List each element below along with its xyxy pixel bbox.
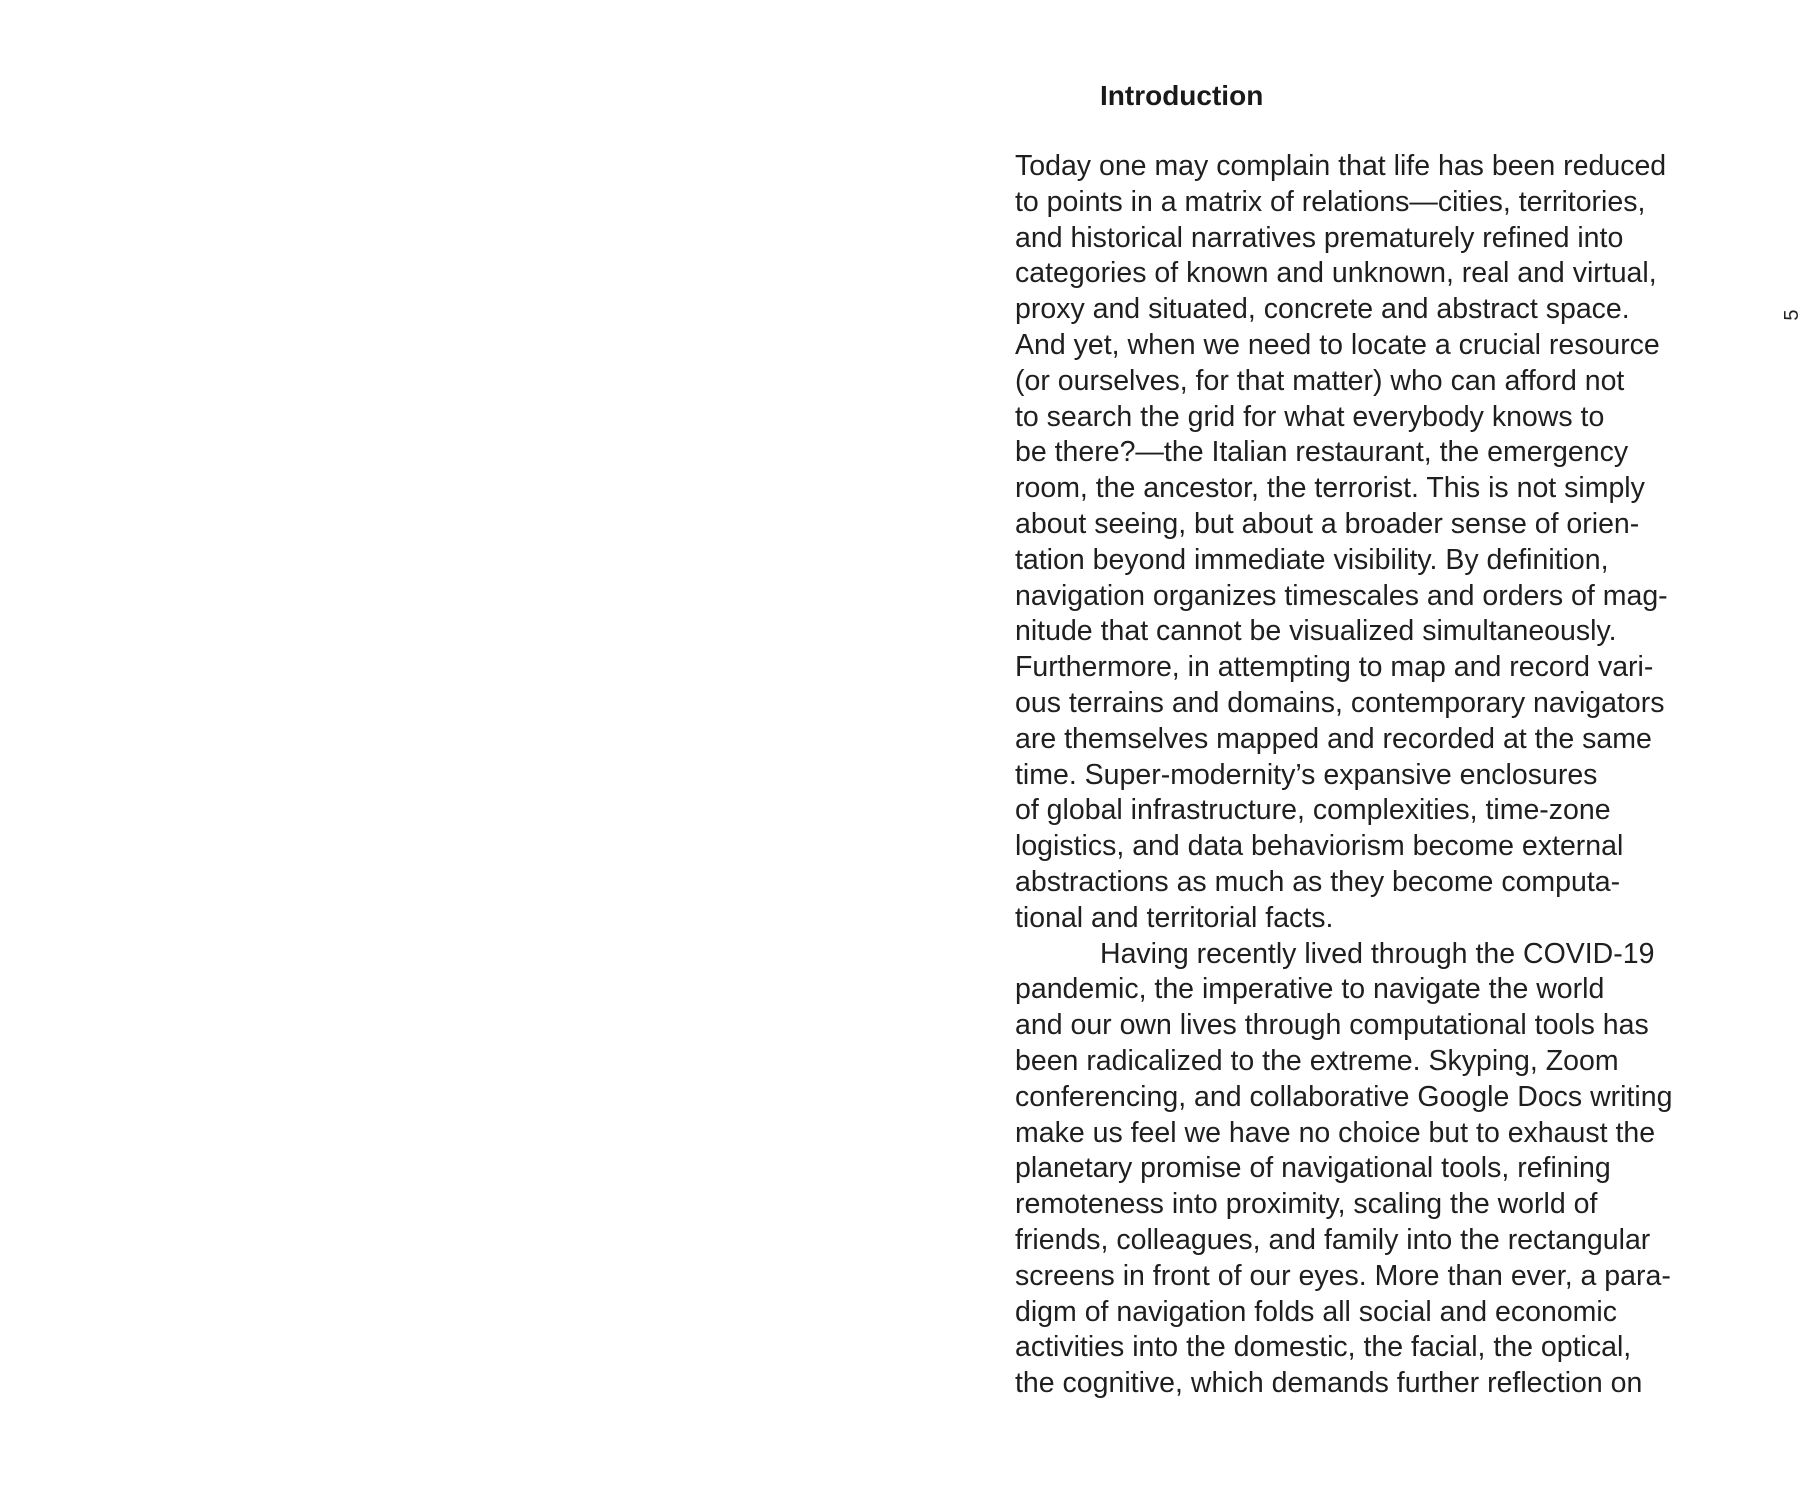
text-line: been radicalized to the extreme. Skyping, Zoom [1015,1044,1619,1077]
section-heading: Introduction [1100,80,1264,111]
text-line: tional and territorial facts. [1015,901,1334,934]
text-line: room, the ancestor, the terrorist. This is not simply [1015,472,1645,505]
text-line: planetary promise of navigational tools, refining [1015,1152,1611,1185]
text-line: abstractions as much as they become computa- [1015,865,1621,898]
text-line: pandemic, the imperative to navigate the world [1015,973,1605,1006]
text-line: Furthermore, in attempting to map and record vari- [1015,651,1654,684]
text-line: to search the grid for what everybody knows to [1015,400,1605,433]
text-line: (or ourselves, for that matter) who can afford not [1015,364,1625,397]
text-line: navigation organizes timescales and orders of mag- [1015,579,1668,612]
text-line: make us feel we have no choice but to exhaust the [1015,1116,1656,1149]
text-line: and historical narratives prematurely refined into [1015,221,1624,254]
text-line: And yet, when we need to locate a crucial resource [1015,328,1660,361]
text-line: about seeing, but about a broader sense of orien- [1015,507,1640,540]
text-line: time. Super-modernity’s expansive enclosures [1015,758,1598,791]
text-line: conferencing, and collaborative Google Docs writing [1015,1080,1673,1113]
text-line: to points in a matrix of relations—cities, territories, [1015,185,1646,218]
text-line: ous terrains and domains, contemporary navigators [1015,686,1665,719]
text-line: of global infrastructure, complexities, time-zone [1015,794,1611,827]
text-line: proxy and situated, concrete and abstract space. [1015,293,1630,326]
text-line: the cognitive, which demands further reflection on [1015,1367,1643,1400]
text-line: digm of navigation folds all social and economic [1015,1295,1618,1328]
text-line: categories of known and unknown, real and virtual, [1015,257,1657,290]
text-line: Today one may complain that life has been reduced [1015,150,1667,182]
page-number: 5 [1781,309,1803,321]
text-line: and our own lives through computational tools has [1015,1009,1649,1042]
text-line: screens in front of our eyes. More than ever, a para- [1015,1259,1671,1292]
text-line: tation beyond immediate visibility. By definition, [1015,543,1609,576]
text-line: activities into the domestic, the facial, the optical, [1015,1331,1632,1364]
text-line: remoteness into proximity, scaling the world of [1015,1188,1598,1221]
text-line: are themselves mapped and recorded at the same [1015,722,1652,755]
text-line: nitude that cannot be visualized simultaneously. [1015,615,1617,648]
text-line: Having recently lived through the COVID-19 [1100,937,1655,970]
text-line: friends, colleagues, and family into the rectangular [1015,1223,1651,1256]
text-line: be there?—the Italian restaurant, the emergency [1015,436,1629,469]
body-text [1015,149,1735,1402]
text-line: logistics, and data behaviorism become external [1015,830,1624,863]
